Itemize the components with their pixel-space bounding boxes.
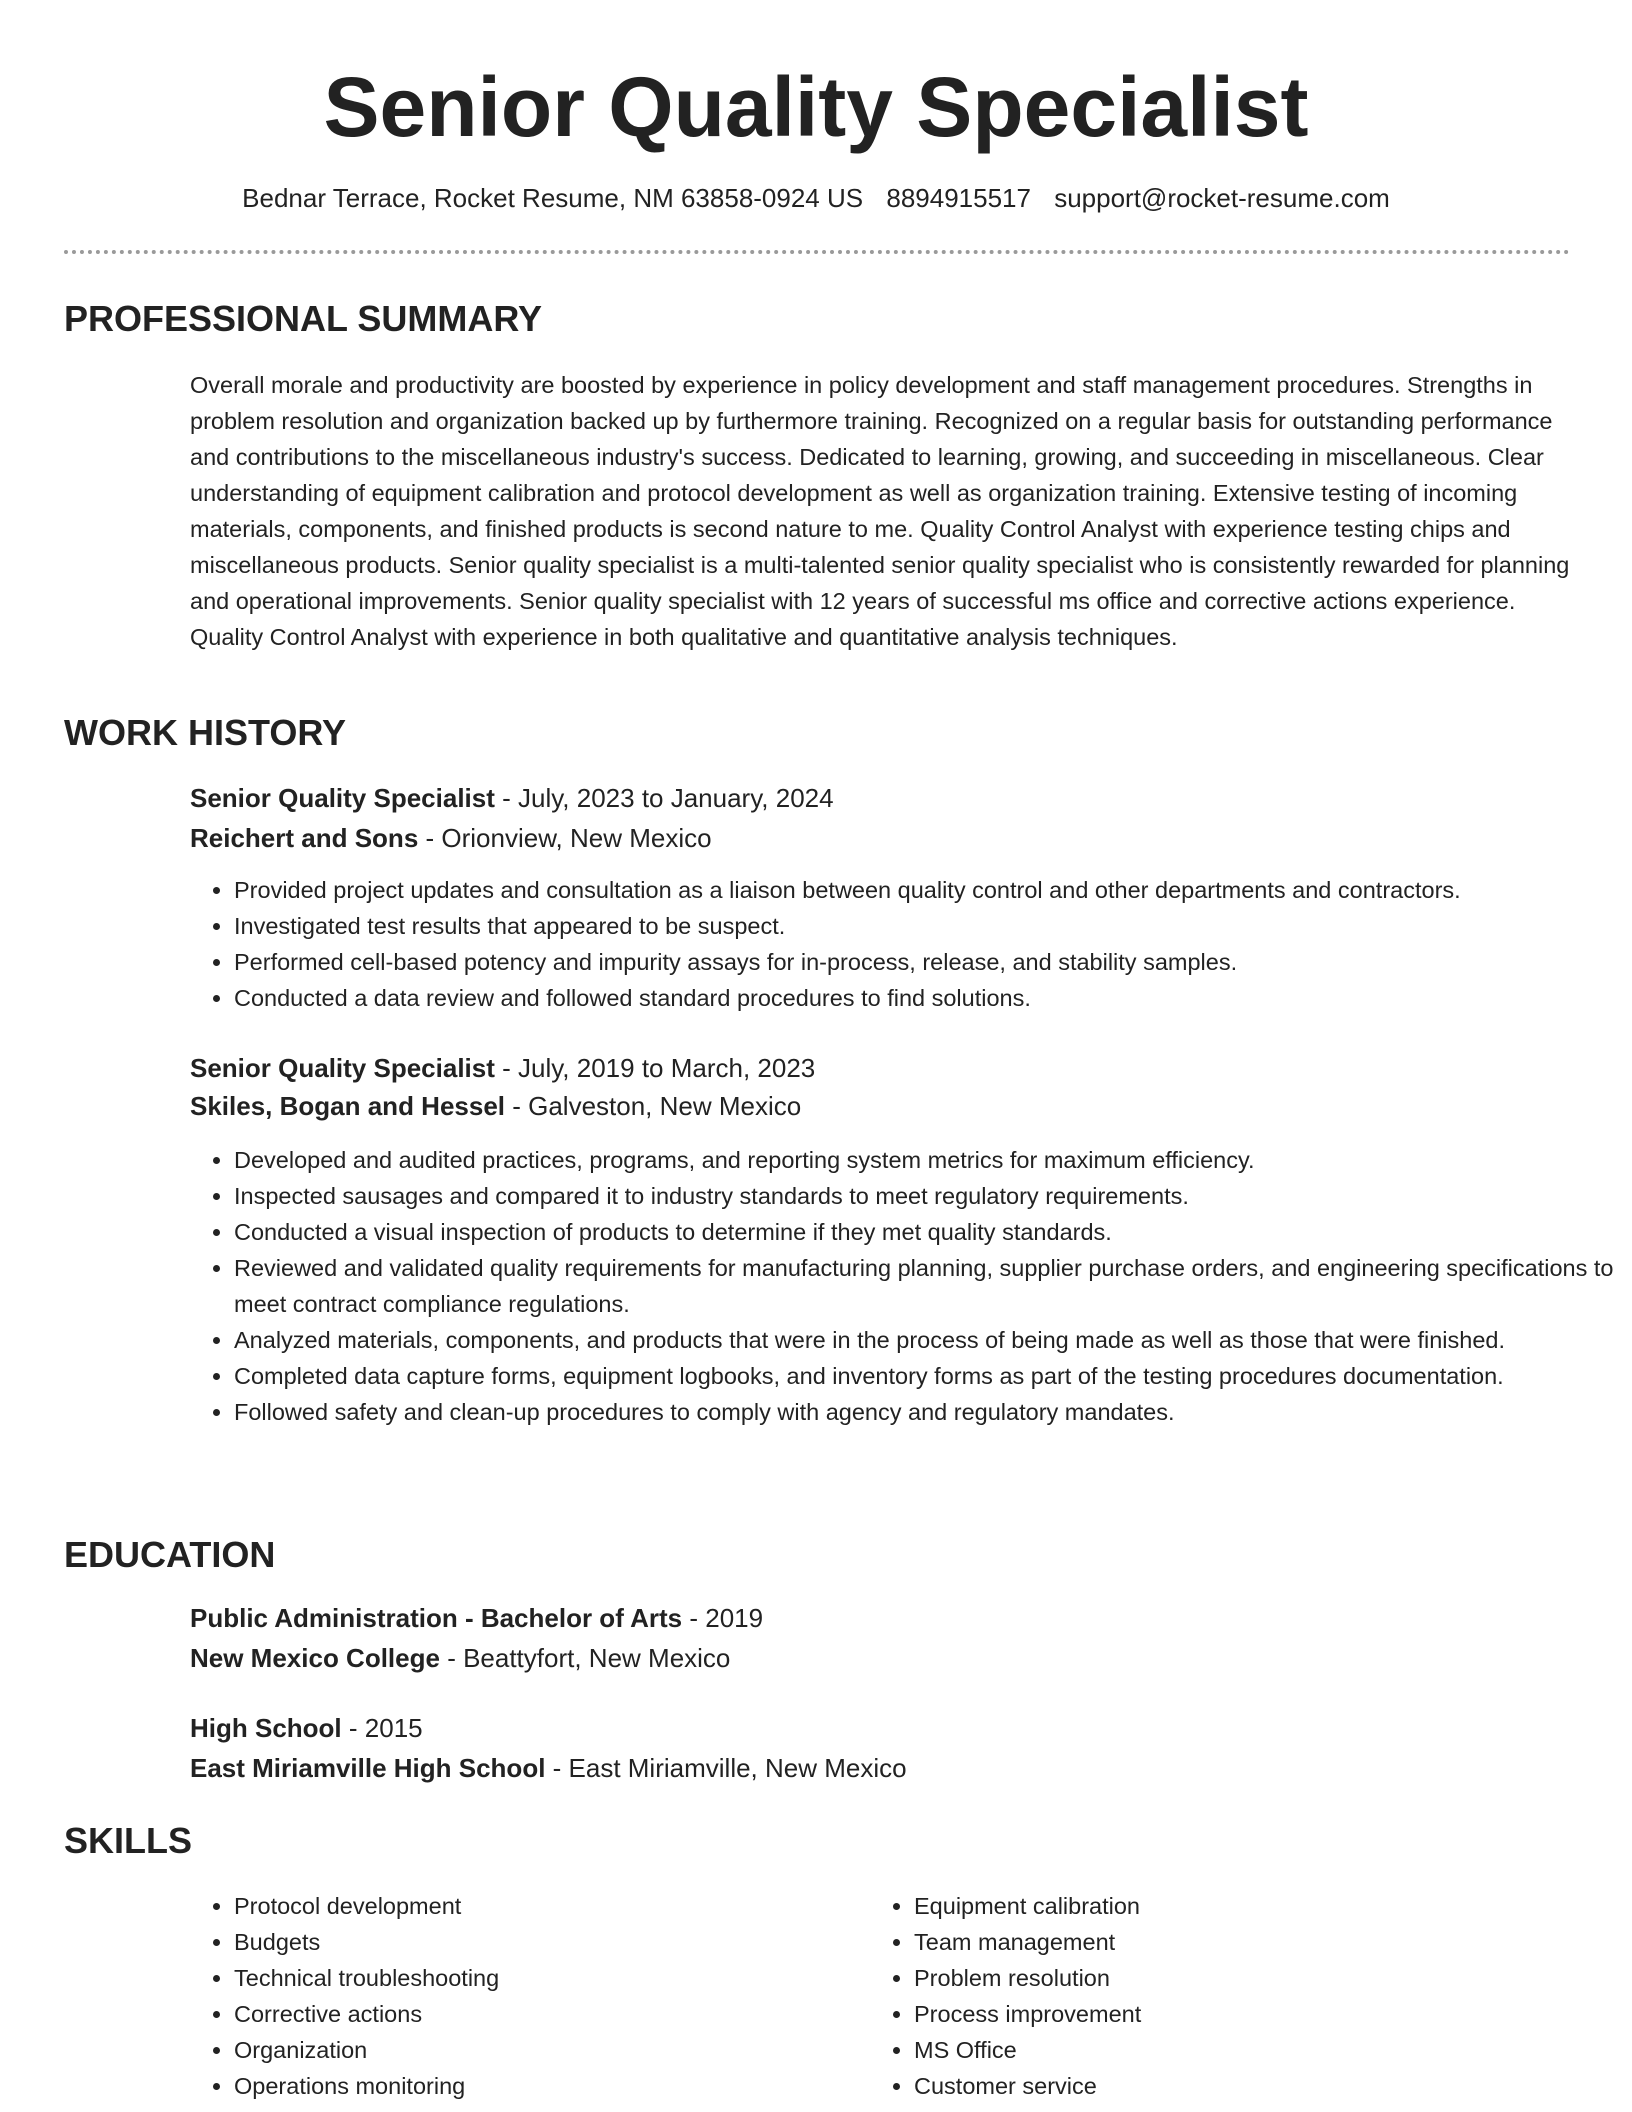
list-item: • Technical troubleshooting	[234, 1960, 874, 1996]
edu-1-degree-line	[190, 1600, 1570, 1636]
list-item: • Performed cell-based potency and impurity assays for in-process, release, and stability samples.	[234, 944, 1624, 980]
list-item: • Corrective actions	[234, 1996, 874, 2032]
job-1-location: - Orionview, New Mexico	[418, 823, 712, 853]
list-item: • Equipment calibration	[914, 1888, 1554, 1924]
list-item: • Reviewed and validated quality requirements for manufacturing planning, supplier purchase orders, and engineering specifications to meet contract compliance regulations.	[234, 1250, 1624, 1322]
list-item: • Team management	[914, 1924, 1554, 1960]
job-2-location: - Galveston, New Mexico	[505, 1091, 802, 1121]
job-2-bullets	[190, 1142, 1624, 1430]
summary-text: Overall morale and productivity are boosted by experience in policy development and staff management procedures. Strengths in problem resolution and organization backed up by furthermore training. Recognized on a regular basis for outstanding performance and contributions to the miscellaneous industry's success. Dedicated to learning, growing, and succeeding in miscellaneous. Clear understanding of equipment calibration and protocol development as well as organization training. Extensive testing of incoming materials, components, and finished products is second nature to me. Quality Control Analyst with experience testing chips and miscellaneous products. Senior quality specialist is a multi-talented senior quality specialist who is consistently rewarded for planning and operational improvements. Senior quality specialist with 12 years of successful ms office and corrective actions experience. Quality Control Analyst with experience in both qualitative and quantitative analysis techniques.	[190, 372, 1570, 650]
contact-phone: 8894915517	[886, 183, 1031, 213]
edu-1-year: - 2019	[682, 1603, 764, 1633]
job-1-company: Reichert and Sons	[190, 823, 419, 853]
edu-2-school: East Miriamville High School	[190, 1753, 546, 1783]
job-1-company-line	[190, 820, 1570, 856]
list-item: • Developed and audited practices, programs, and reporting system metrics for maximum efficiency.	[234, 1142, 1624, 1178]
list-item: • Inspected sausages and compared it to industry standards to meet regulatory requirements.	[234, 1178, 1624, 1214]
skills-list-right	[870, 1888, 1554, 2104]
section-title-work-history: WORK HISTORY	[64, 712, 347, 753]
list-item: • Customer service	[914, 2068, 1554, 2104]
edu-1-location: - Beattyfort, New Mexico	[439, 1643, 731, 1673]
edu-1-school-line	[190, 1640, 1570, 1676]
job-1-title-line	[190, 780, 1570, 816]
list-item: • Provided project updates and consultation as a liaison between quality control and other departments and contractors.	[234, 872, 1624, 908]
job-2-title-line	[190, 1050, 1570, 1086]
edu-2-school-line	[190, 1750, 1570, 1786]
edu-1-school: New Mexico College	[190, 1643, 440, 1673]
contact-email: support@rocket-resume.com	[1054, 183, 1390, 213]
list-item: • Completed data capture forms, equipment logbooks, and inventory forms as part of the testing procedures documentation.	[234, 1358, 1624, 1394]
list-item: • Process improvement	[914, 1996, 1554, 2032]
contact-line	[0, 180, 1632, 216]
list-item: • Budgets	[234, 1924, 874, 1960]
list-item: • Investigated test results that appeared to be suspect.	[234, 908, 1624, 944]
job-2-dates: - July, 2019 to March, 2023	[494, 1053, 816, 1083]
edu-2-degree-line	[190, 1710, 1570, 1746]
job-2-company: Skiles, Bogan and Hessel	[190, 1091, 506, 1121]
edu-1-degree: Public Administration - Bachelor of Arts	[190, 1603, 683, 1633]
section-title-skills: SKILLS	[64, 1820, 193, 1861]
list-item: • Protocol development	[234, 1888, 874, 1924]
list-item: • Problem resolution	[914, 1960, 1554, 1996]
edu-2-degree: High School	[190, 1713, 342, 1743]
list-item: • Followed safety and clean-up procedures to comply with agency and regulatory mandates.	[234, 1394, 1624, 1430]
job-1-role: Senior Quality Specialist	[190, 783, 495, 813]
skills-list-left	[190, 1888, 874, 2104]
section-title-summary: PROFESSIONAL SUMMARY	[64, 298, 543, 339]
contact-address: Bednar Terrace, Rocket Resume, NM 63858-0924 US	[242, 183, 864, 213]
list-item: • MS Office	[914, 2032, 1554, 2068]
resume-name: Senior Quality Specialist	[323, 60, 1309, 154]
job-2-company-line	[190, 1088, 1570, 1124]
header-divider	[64, 250, 1570, 254]
job-1-bullets	[190, 872, 1624, 1016]
list-item: • Organization	[234, 2032, 874, 2068]
job-2-role: Senior Quality Specialist	[190, 1053, 495, 1083]
list-item: • Analyzed materials, components, and products that were in the process of being made as well as those that were finished.	[234, 1322, 1624, 1358]
edu-2-year: - 2015	[341, 1713, 423, 1743]
list-item: • Conducted a data review and followed standard procedures to find solutions.	[234, 980, 1624, 1016]
section-title-education: EDUCATION	[64, 1534, 276, 1575]
edu-2-location: - East Miriamville, New Mexico	[545, 1753, 907, 1783]
list-item: • Operations monitoring	[234, 2068, 874, 2104]
job-1-dates: - July, 2023 to January, 2024	[494, 783, 834, 813]
list-item: • Conducted a visual inspection of products to determine if they met quality standards.	[234, 1214, 1624, 1250]
